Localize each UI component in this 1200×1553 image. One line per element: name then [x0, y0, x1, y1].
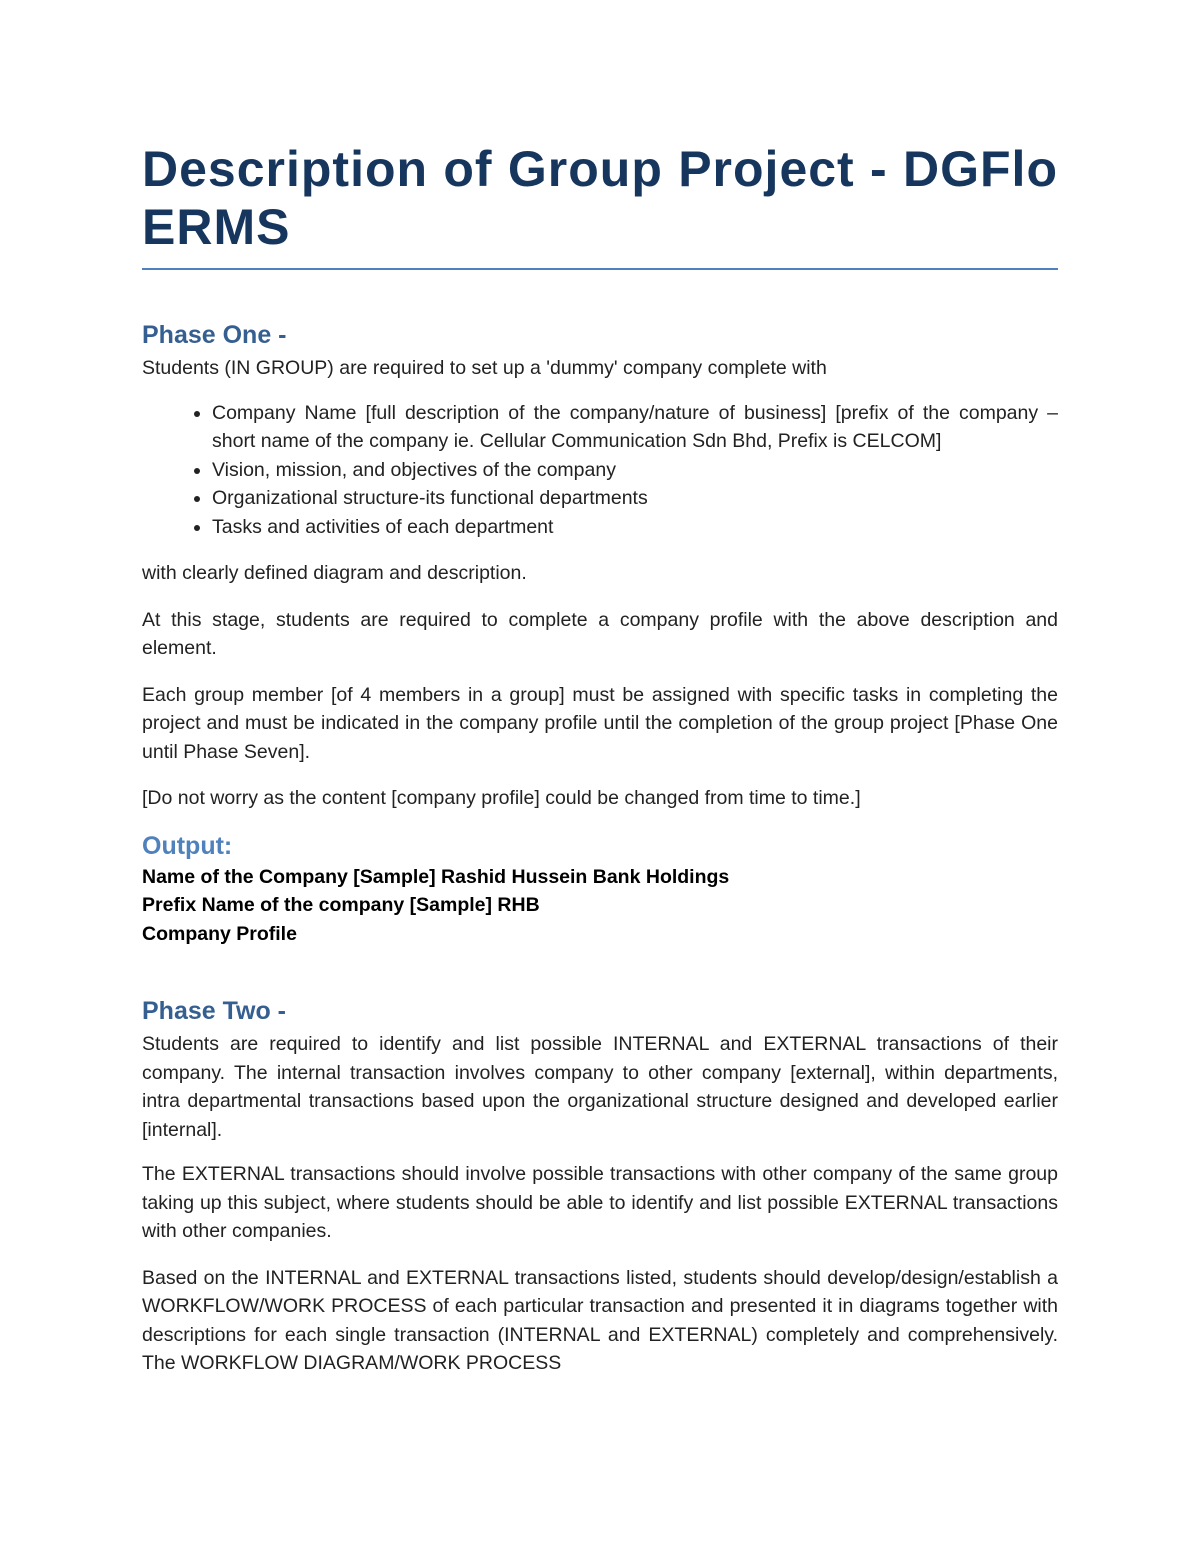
- output-company-name: Name of the Company [Sample] Rashid Hussein Bank Holdings: [142, 865, 730, 888]
- phase-one-paragraph: Each group member [of 4 members in a group] must be assigned with specific tasks in completing the project and must be indicated in the company profile until the completion of the group project [Phase One until Phase Seven].: [142, 683, 1058, 763]
- phase-one-bullet-list: [142, 399, 1058, 542]
- title-line-1: Description of Group Project - DGFlo: [142, 141, 1058, 197]
- list-item: • Tasks and activities of each department: [212, 513, 1058, 542]
- output-prefix-name: Prefix Name of the company [Sample] RHB: [142, 894, 540, 916]
- title-line-2: ERMS: [142, 199, 291, 255]
- output-block: [142, 863, 1058, 949]
- document-page: [142, 140, 1058, 1378]
- output-heading: Output:: [142, 831, 233, 860]
- phase-one-heading: Phase One -: [142, 321, 287, 349]
- phase-one-paragraph: At this stage, students are required to complete a company profile with the above description and element.: [142, 608, 1058, 659]
- list-item: • Organizational structure-its functional departments: [212, 484, 1058, 513]
- phase-two-paragraph: Based on the INTERNAL and EXTERNAL transactions listed, students should develop/design/establish a WORKFLOW/WORK PROCESS of each particular transaction and presented it in diagrams together with descriptions for each single transaction (INTERNAL and EXTERNAL) completely and comprehensively. The WORKFLOW DIAGRAM/WORK PROCESS: [142, 1266, 1058, 1374]
- list-item: • Vision, mission, and objectives of the company: [212, 456, 1058, 485]
- output-company-profile: Company Profile: [142, 922, 297, 945]
- phase-one-paragraph: with clearly defined diagram and description.: [142, 562, 527, 584]
- document-title: [142, 140, 1058, 270]
- list-item: • Company Name [full description of the company/nature of business] [prefix of the company – short name of the company ie. Cellular Communication Sdn Bhd, Prefix is CELCOM]: [212, 399, 1058, 456]
- phase-one-paragraph: [Do not worry as the content [company profile] could be changed from time to time.]: [142, 787, 861, 809]
- phase-one-intro: Students (IN GROUP) are required to set up a 'dummy' company complete with: [142, 357, 827, 379]
- phase-two-paragraph: The EXTERNAL transactions should involve possible transactions with other company of the same group taking up this subject, where students should be able to identify and list possible EXTERNAL transactions with other companies.: [142, 1163, 1058, 1242]
- phase-two-heading: Phase Two -: [142, 997, 287, 1025]
- phase-two-paragraph: Students are required to identify and list possible INTERNAL and EXTERNAL transactions of their company. The internal transaction involves company to other company [external], within departments, intra departmental transactions based upon the organizational structure designed and developed earlier [internal].: [142, 1033, 1058, 1141]
